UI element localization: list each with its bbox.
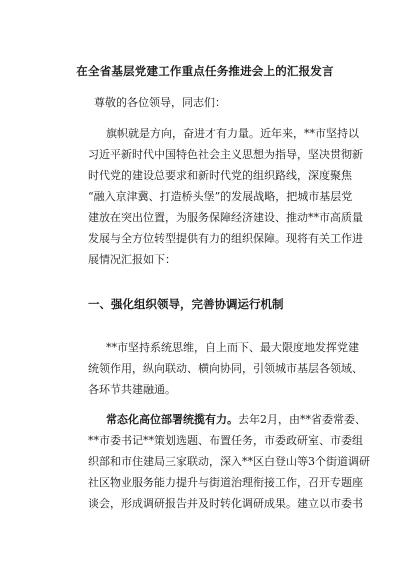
- intro-line: “融入京津冀、打造桥头堡”的发展战略，把城市基层党: [88, 190, 353, 203]
- intro-line: 旗帜就是方向，奋进才有力量。近年来，**市坚持以: [106, 127, 359, 140]
- intro-line: 发展与全方位转型提供有力的组织保障。现将有关工作进: [88, 232, 363, 245]
- paragraph-2-bold-lead: 常态化高位部署统揽有力。: [106, 413, 238, 426]
- paragraph-2-lead-rest: 去年2月，由**省委常委、: [238, 413, 366, 426]
- intro-line: 习近平新时代中国特色社会主义思想为指导，坚决贯彻新: [88, 148, 363, 161]
- section-1-line: 统领作用，纵向联动、横向协同，引领城市基层各领域、: [88, 362, 363, 375]
- section-1-line: 各环节共建融通。: [88, 383, 176, 396]
- intro-line: 时代党的建设总要求和新时代党的组织路线，深度聚焦: [88, 169, 352, 182]
- paragraph-2-line: 社区物业服务能力提升与街道治理衔接工作，召开专题座: [88, 476, 363, 489]
- paragraph-2-line: **市委书记**策划选题、布置任务，市委政研室、市委组: [88, 434, 363, 447]
- paragraph-2-line: 谈会，形成调研报告并及时转化调研成果。建立以市委书: [88, 497, 363, 510]
- paragraph-2-line: 织部和市住建局三家联动，深入**区白登山等3个街道调研: [88, 455, 370, 468]
- intro-line: 展情况汇报如下：: [88, 253, 176, 266]
- section-heading: 一、强化组织领导，完善协调运行机制: [88, 297, 284, 311]
- section-1-line: **市坚持系统思维，自上而下、最大限度地发挥党建: [106, 341, 359, 354]
- intro-line: 建放在突出位置，为服务保障经济建设、推动**市高质量: [88, 211, 363, 224]
- paragraph-2-lead-line: [106, 413, 376, 427]
- salutation: 尊敬的各位领导，同志们：: [94, 96, 226, 109]
- document-title: 在全省基层党建工作重点任务推进会上的汇报发言: [76, 64, 334, 78]
